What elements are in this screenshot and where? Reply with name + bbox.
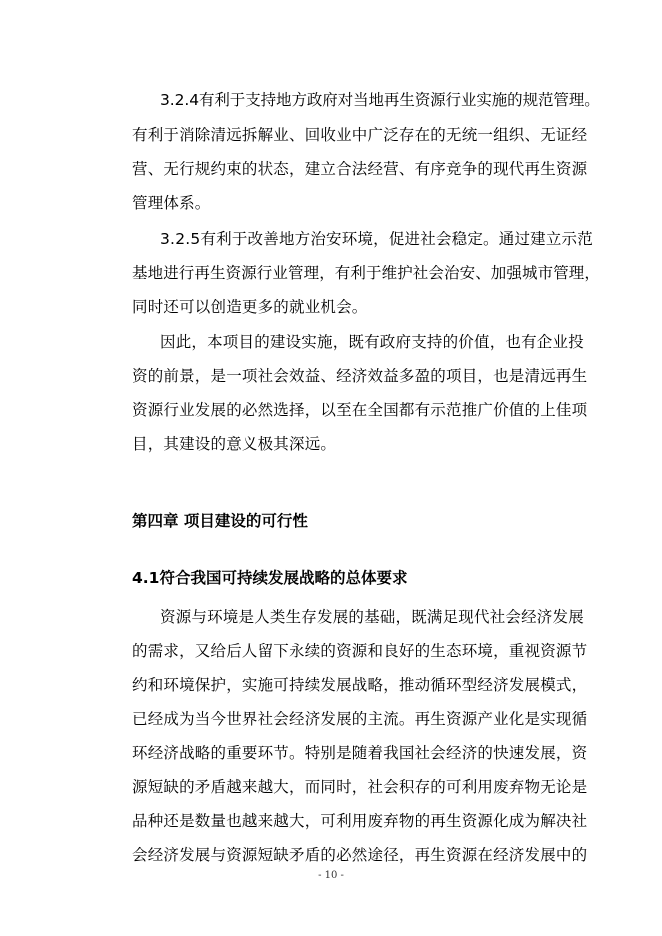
- paragraph-line: 资的前景，是一项社会效益、经济效益多盈的项目，也是清远再生: [132, 367, 588, 385]
- paragraph-line: 品种还是数量也越来越大，可利用废弃物的再生资源化成为解决社: [132, 812, 588, 830]
- paragraph-line: 同时还可以创造更多的就业机会。: [132, 298, 368, 316]
- paragraph-line: 营、无行规约束的状态，建立合法经营、有序竞争的现代再生资源: [132, 160, 588, 178]
- paragraph-line: 目，其建设的意义极其深远。: [132, 435, 337, 453]
- paragraph-line: 资源与环境是人类生存发展的基础，既满足现代社会经济发展: [160, 608, 584, 626]
- paragraph-line: 资源行业发展的必然选择，以至在全国都有示范推广价值的上佳项: [132, 401, 588, 419]
- paragraph-line: 3.2.5有利于改善地方治安环境，促进社会稳定。通过建立示范: [160, 230, 593, 248]
- paragraph-line: 源短缺的矛盾越来越大，而同时，社会积存的可利用废弃物无论是: [132, 778, 588, 796]
- paragraph-line: 基地进行再生资源行业管理，有利于维护社会治安、加强城市管理，: [132, 264, 601, 282]
- paragraph-line: 已经成为当今世界社会经济发展的主流。再生资源产业化是实现循: [132, 710, 588, 728]
- paragraph-line: 环经济战略的重要环节。特别是随着我国社会经济的快速发展，资: [132, 744, 588, 762]
- section-heading: 4.1符合我国可持续发展战略的总体要求: [132, 569, 408, 587]
- paragraph-line: 3.2.4有利于支持地方政府对当地再生资源行业实施的规范管理。: [160, 91, 600, 109]
- chapter-heading: 第四章 项目建设的可行性: [132, 512, 308, 530]
- paragraph-line: 因此，本项目的建设实施，既有政府支持的价值，也有企业投: [160, 333, 584, 351]
- paragraph-line: 约和环境保护，实施可持续发展战略，推动循环型经济发展模式，: [132, 676, 588, 694]
- paragraph-line: 有利于消除清远拆解业、回收业中广泛存在的无统一组织、无证经: [132, 126, 588, 144]
- paragraph-line: 会经济发展与资源短缺矛盾的必然途径，再生资源在经济发展中的: [132, 846, 588, 864]
- page-number: - 10 -: [318, 870, 344, 881]
- paragraph-line: 管理体系。: [132, 194, 211, 212]
- paragraph-line: 的需求，又给后人留下永续的资源和良好的生态环境，重视资源节: [132, 642, 588, 660]
